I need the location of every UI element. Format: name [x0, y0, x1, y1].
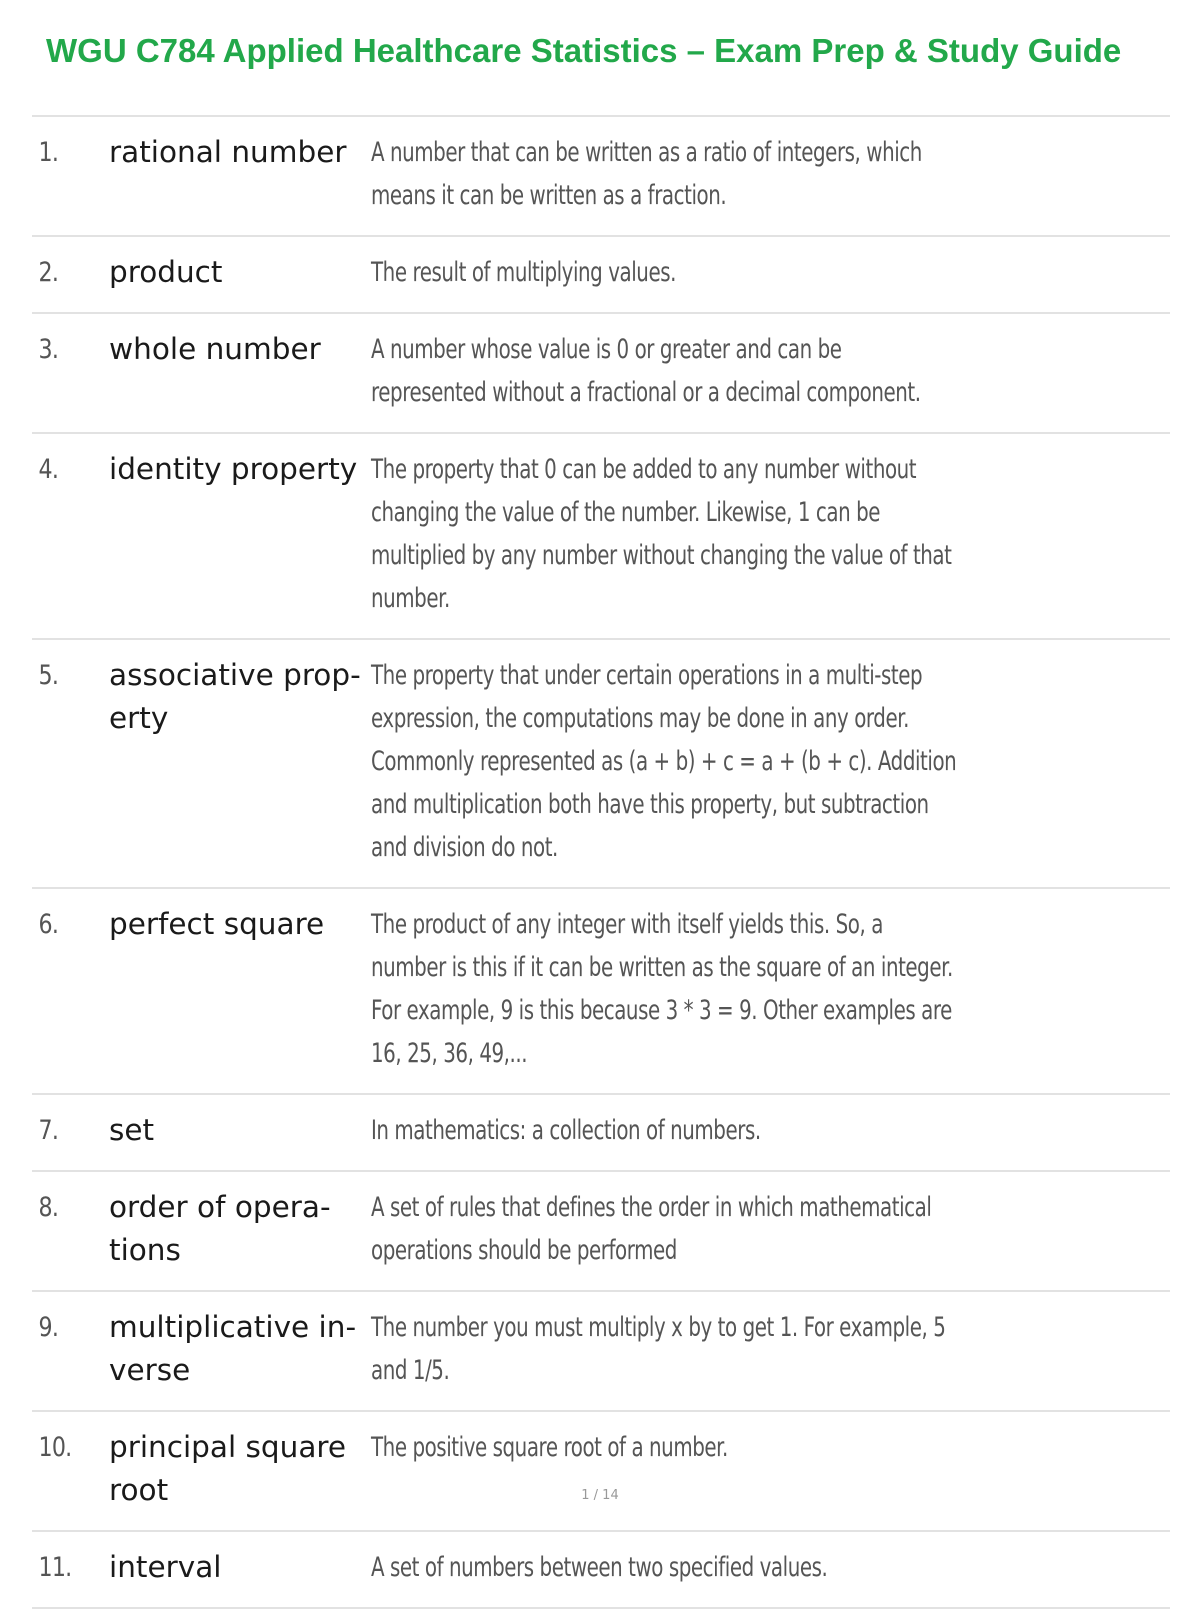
term-definition: A set of rules that defines the order in which mathematical operations should be performed — [371, 1192, 932, 1266]
term-name: associative property — [109, 658, 361, 735]
term-row — [32, 1095, 1170, 1172]
term-name: principal square root — [109, 1430, 347, 1507]
term-definition: A set of numbers between two specified values. — [371, 1552, 828, 1583]
term-row — [32, 1292, 1170, 1412]
term-row — [32, 889, 1170, 1095]
document-title: WGU C784 Applied Healthcare Statistics – Exam Prep & Study Guide — [46, 32, 1122, 69]
term-definition: In mathematics: a collection of numbers. — [371, 1115, 761, 1146]
term-row — [32, 1412, 1170, 1532]
term-number: 1. — [38, 137, 59, 168]
term-number: 4. — [38, 454, 59, 485]
term-row — [32, 237, 1170, 314]
term-definition: The property that 0 can be added to any number without changing the value of the number. Likewise, 1 can be multiplied by any number without changing the value of that number. — [371, 454, 952, 614]
term-name: interval — [109, 1550, 222, 1584]
term-definition: The product of any integer with itself yields this. So, a number is this if it can be written as the square of an integer. For example, 9 is this because 3 * 3 = 9. Other examples are 16, 25, 36, 49,... — [371, 909, 953, 1069]
term-number: 8. — [38, 1192, 59, 1223]
term-definition: A number that can be written as a ratio of integers, which means it can be written as a fraction. — [371, 137, 922, 211]
term-definition: The property that under certain operations in a multi-step expression, the computations may be done in any order. Commonly represented as (a + b) + c = a + (b + c). Addition and multiplication both have this property, but subtraction and division do not. — [371, 660, 957, 863]
term-name: order of operations — [109, 1190, 331, 1267]
term-number: 7. — [38, 1115, 59, 1146]
term-name: multiplicative inverse — [109, 1310, 357, 1387]
term-number: 3. — [38, 334, 59, 365]
term-row — [32, 1532, 1170, 1609]
term-number: 6. — [38, 909, 59, 940]
term-number: 11. — [38, 1552, 72, 1583]
term-definition: The number you must multiply x by to get 1. For example, 5 and 1/5. — [371, 1312, 946, 1386]
term-row — [32, 434, 1170, 640]
term-number: 10. — [38, 1432, 72, 1463]
term-number: 9. — [38, 1312, 59, 1343]
term-name: set — [109, 1113, 155, 1147]
term-number: 2. — [38, 257, 59, 288]
term-definition: A number whose value is 0 or greater and can be represented without a fractional or a decimal component. — [371, 334, 921, 408]
term-row — [32, 640, 1170, 889]
term-definition: The positive square root of a number. — [371, 1432, 728, 1463]
term-name: product — [109, 255, 223, 289]
terms-table — [32, 115, 1170, 1609]
term-row — [32, 117, 1170, 237]
term-name: perfect square — [109, 907, 325, 941]
term-row — [32, 1172, 1170, 1292]
term-name: rational number — [109, 135, 347, 169]
term-definition: The result of multiplying values. — [371, 257, 676, 288]
term-row — [32, 314, 1170, 434]
page-indicator: 1 / 14 — [581, 1488, 619, 1503]
term-number: 5. — [38, 660, 59, 691]
term-name: identity property — [109, 452, 358, 486]
term-name: whole number — [109, 332, 321, 366]
